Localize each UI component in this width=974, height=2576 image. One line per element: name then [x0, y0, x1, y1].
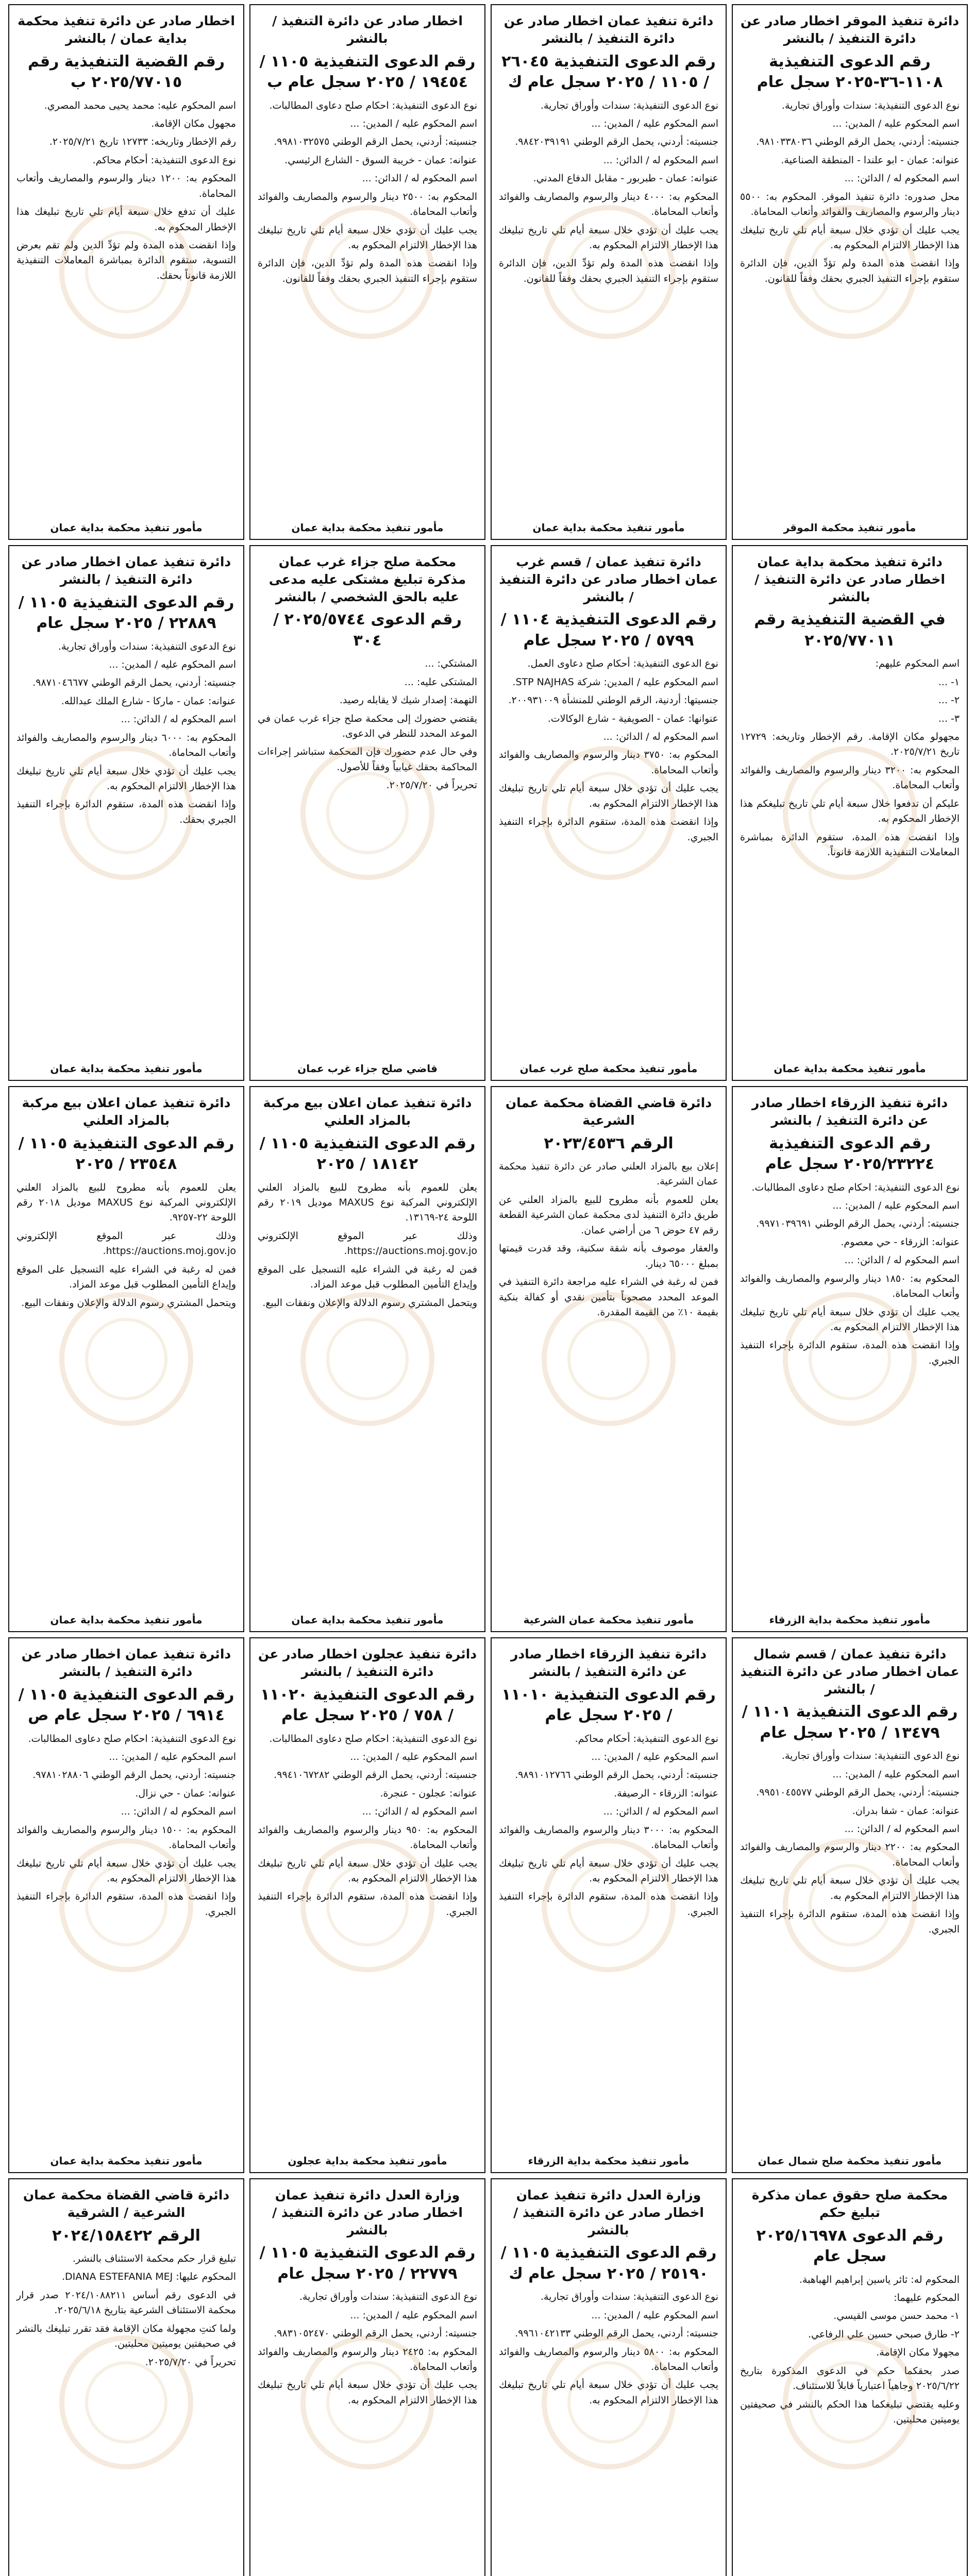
notice-signature: مأمور تنفيذ محكمة بداية عمان — [291, 521, 444, 534]
notice-case-number: رقم القضية التنفيذية رقم ٢٠٢٥/٧٧٠١٥ ب — [27, 52, 225, 91]
notice-paragraph: عليك أن تدفع خلال سبعة أيام تلي تاريخ تبليغك هذا الإخطار المحكوم به. — [16, 206, 236, 233]
notice-title: محكمة صلح جزاء غرب عمان مذكرة تبليغ مشتكى عليه مدعى عليه بالحق الشخصي / بالنشر — [268, 554, 466, 604]
notice-paragraph: إعلان بيع بالمزاد العلني صادر عن دائرة تنفيذ محكمة عمان الشرعية. — [499, 1161, 718, 1188]
notice-case-number: رقم الدعوى التنفيذية ١١٠٥ / ١٩٤٥٤ / ٢٠٢٥ سجل عام ب — [259, 52, 476, 91]
notice-paragraph: اسم المحكوم عليه / المدين: ... — [350, 117, 477, 129]
notice-paragraph: يعلن للعموم بأنه مطروح للبيع بالمزاد العلني الإلكتروني المركبة نوع MAXUS موديل ٢٠١٩ رقم اللوحة ٢٤-١٣١٦٩. — [258, 1181, 477, 1224]
newspaper-legal-notices-page — [6, 4, 968, 2576]
notice-paragraph: اسم المحكوم له / الدائن: ... — [844, 173, 960, 184]
notice-paragraph: فمن له رغبة في الشراء عليه التسجيل على الموقع وإيداع التأمين المطلوب قبل موعد المزاد. — [258, 1263, 477, 1291]
notice-title: اخطار صادر عن دائرة التنفيذ / بالنشر — [272, 13, 463, 46]
notice-paragraph: نوع الدعوى التنفيذية: سندات وأوراق تجارية. — [540, 99, 718, 111]
notice-paragraph: يقتضي حضورك إلى محكمة صلح جزاء غرب عمان في الموعد المحدد للنظر في الدعوى. — [258, 713, 477, 739]
notice-paragraph: ١- محمد حسن موسى القيسي. — [833, 2310, 960, 2322]
notice-paragraph: اسم المحكوم عليه / المدين: ... — [109, 1751, 236, 1762]
notice-paragraph: اسم المحكوم عليه / المدين: ... — [832, 117, 960, 129]
notice-body — [258, 656, 477, 1058]
notice-paragraph: المحكوم به: ٣٠٠٠ دينار والرسوم والمصاريف والفوائد وأتعاب المحاماة. — [499, 1824, 718, 1851]
notice-paragraph: يجب عليك أن تؤدي خلال سبعة أيام تلي تاريخ تبليغك هذا الإخطار الالتزام المحكوم به. — [499, 2379, 718, 2406]
notice-paragraph: نوع الدعوى التنفيذية: أحكام محاكم. — [575, 1733, 718, 1744]
notices-row-2 — [6, 545, 968, 1081]
notice-paragraph: جنسيته: أردني، يحمل الرقم الوطني ٩٩٦١٠٤٢١٣٣. — [515, 2328, 718, 2340]
notice-paragraph: المحكوم به: ١٨٥٠ دينار والرسوم والمصاريف والفوائد وأتعاب المحاماة. — [740, 1273, 960, 1300]
notice-title: دائرة تنفيذ الموقر اخطار صادر عن دائرة التنفيذ / بالنشر — [740, 13, 960, 46]
notice-paragraph: عنوانه: عمان - خريبة السوق - الشارع الرئيسي. — [284, 154, 477, 166]
notice-paragraph: وذلك عبر الموقع الإلكتروني https://auctions.moj.gov.jo. — [258, 1230, 477, 1257]
notices-row-4 — [6, 1637, 968, 2173]
legal-notice — [8, 1637, 244, 2173]
notice-case-number: رقم الدعوى التنفيذية ١١٠١٠ / ٢٠٢٥ سجل عام — [501, 1685, 716, 1724]
notice-paragraph: جنسيتها: أردنية، الرقم الوطني للمنشأة ٢٠٠٩٣١٠٠٩. — [508, 694, 718, 706]
notice-signature: مأمور تنفيذ محكمة بداية عمان — [291, 1614, 444, 1626]
notice-body — [740, 98, 960, 518]
notice-title: دائرة تنفيذ عمان اعلان بيع مركبة بالمزاد العلني — [22, 1095, 231, 1128]
notice-paragraph: نوع الدعوى التنفيذية: سندات وأوراق تجارية. — [781, 1750, 960, 1762]
notice-case-number: رقم الدعوى ٢٠٢٥/٥٧٤٤ / ٣٠٤ — [273, 611, 462, 650]
notice-title: دائرة تنفيذ عمان اخطار صادر عن دائرة التنفيذ / بالنشر — [21, 1647, 231, 1679]
notices-row-3 — [6, 1086, 968, 1632]
notice-paragraph: وإذا انقضت هذه المدة، ستقوم الدائرة بإجراء التنفيذ الجبري. — [499, 1891, 718, 1918]
legal-notice — [8, 2178, 244, 2576]
notice-paragraph: وإذا انقضت هذه المدة، ستقوم الدائرة بإجراء التنفيذ الجبري بحقك. — [16, 799, 236, 825]
notice-body — [740, 2273, 960, 2576]
notice-paragraph: يجب عليك أن تؤدي خلال سبعة أيام تلي تاريخ تبليغك هذا الإخطار الالتزام المحكوم به. — [258, 224, 477, 251]
notice-paragraph: ٣- ... — [938, 713, 960, 724]
notice-paragraph: اسم المحكوم عليه / المدين: ... — [350, 2309, 477, 2321]
legal-notice — [491, 4, 727, 540]
notice-paragraph: وفي حال عدم حضورك فإن المحكمة ستباشر إجراءات المحاكمة بحقك غيابياً وفقاً للأصول. — [258, 746, 477, 773]
notice-paragraph: يجب عليك أن تؤدي خلال سبعة أيام تلي تاريخ تبليغك هذا الإخطار الالتزام المحكوم به. — [740, 1306, 960, 1333]
notice-paragraph: اسم المحكوم عليه / المدين: ... — [591, 2309, 718, 2321]
notice-paragraph: يجب عليك أن تؤدي خلال سبعة أيام تلي تاريخ تبليغك هذا الإخطار الالتزام المحكوم به. — [499, 224, 718, 251]
notice-paragraph: اسم المحكوم له / الدائن: ... — [121, 1806, 236, 1818]
notice-body — [740, 656, 960, 1058]
notice-signature: مأمور تنفيذ محكمة بداية عمان — [532, 521, 685, 534]
notice-case-number: رقم الدعوى التنفيذية ١١٠٥ / ٢٥١٩٠ / ٢٠٢٥ سجل عام ك — [500, 2244, 717, 2283]
notice-case-number: رقم الدعوى التنفيذية ١١٠١ / ١٣٤٧٩ / ٢٠٢٥ سجل عام — [742, 1703, 958, 1742]
notice-title: محكمة صلح حقوق عمان مذكرة تبليغ حكم — [751, 2188, 948, 2220]
notice-title: وزارة العدل دائرة تنفيذ عمان اخطار صادر عن دائرة التنفيذ / بالنشر — [513, 2188, 704, 2238]
notice-paragraph: مجهولا مكان الإقامة. — [876, 2347, 960, 2359]
notice-title: دائرة تنفيذ عمان / قسم غرب عمان اخطار صادر عن دائرة التنفيذ / بالنشر — [499, 554, 718, 604]
notice-paragraph: جنسيته: أردني، يحمل الرقم الوطني ٩٩٨١٠٣٢٥٧٥. — [274, 136, 477, 148]
notice-paragraph: نوع الدعوى التنفيذية: سندات وأوراق تجارية. — [540, 2291, 718, 2303]
notice-paragraph: اسم المحكوم عليه / المدين: ... — [109, 658, 236, 670]
notice-paragraph: يجب عليك أن تؤدي خلال سبعة أيام تلي تاريخ تبليغك هذا الإخطار الالتزام المحكوم به. — [740, 1875, 960, 1902]
notice-title: دائرة تنفيذ الزرقاء اخطار صادر عن دائرة التنفيذ / بالنشر — [510, 1647, 707, 1679]
notice-signature: قاضي صلح جزاء غرب عمان — [297, 1062, 438, 1075]
notice-paragraph: المحكوم به: ٦٠٠٠ دينار والرسوم والمصاريف والفوائد وأتعاب المحاماة. — [16, 732, 236, 759]
notice-paragraph: المشتكي: ... — [425, 658, 477, 670]
notice-body — [258, 2290, 477, 2576]
legal-notice — [732, 1086, 968, 1632]
notice-paragraph: نوع الدعوى التنفيذية: سندات وأوراق تجارية. — [781, 99, 960, 111]
notice-paragraph: جنسيته: أردني، يحمل الرقم الوطني ٩٨٧١٠٤٦٦٧٧. — [32, 677, 236, 689]
notice-paragraph: اسم المحكوم له / الدائن: ... — [844, 1823, 960, 1835]
notice-paragraph: تحريراً في ٢٠٢٥/٧/٢٠. — [145, 2356, 236, 2368]
notice-body — [16, 1180, 236, 1610]
notice-paragraph: في الدعوى رقم أساس ٢٠٢٤/١٠٨٨٢١١ صدر قرار محكمة الاستئناف الشرعية بتاريخ ٢٠٢٥/٦/١٨. — [16, 2289, 236, 2316]
notice-paragraph: وإذا انقضت هذه المدة، ستقوم الدائرة بإجراء التنفيذ الجبري. — [740, 1340, 960, 1366]
notice-body — [258, 1180, 477, 1610]
notice-signature: مأمور تنفيذ محكمة بداية عمان — [50, 1614, 203, 1626]
notice-paragraph: اسم المحكوم عليه / المدين: ... — [832, 1199, 960, 1211]
notice-paragraph: تبليغ قرار حكم محكمة الاستئناف بالنشر. — [72, 2253, 236, 2264]
notice-paragraph: عنوانه: الزرقاء - حي معصوم. — [841, 1236, 960, 1248]
notice-paragraph: جنسيته: أردني، يحمل الرقم الوطني ٩٨٤٢٠٣٩١٩١. — [515, 136, 718, 148]
notice-paragraph: يجب عليك أن تؤدي خلال سبعة أيام تلي تاريخ تبليغك هذا الإخطار الالتزام المحكوم به. — [740, 224, 960, 251]
notice-signature: مأمور تنفيذ محكمة عمان الشرعية — [523, 1614, 694, 1626]
notice-body — [258, 1732, 477, 2151]
notice-case-number: الرقم ٢٠٢٣/٤٥٣٦ — [544, 1134, 674, 1153]
notice-title: دائرة تنفيذ عمان اعلان بيع مركبة بالمزاد العلني — [263, 1095, 472, 1128]
notice-paragraph: عنوانه: عجلون - عنجرة. — [380, 1787, 477, 1799]
notice-paragraph: محل صدوره: دائرة تنفيذ الموقر. المحكوم به: ٥٥٠٠ دينار والرسوم والمصاريف والفوائد وأتعاب المحاماة. — [740, 191, 960, 218]
notice-paragraph: عنوانه: عمان - طبربور - مقابل الدفاع المدني. — [533, 173, 718, 184]
notice-paragraph: جنسيته: أردني، يحمل الرقم الوطني ٩٨١٠٣٣٨٠٣٦. — [756, 136, 960, 148]
notice-paragraph: المحكوم له: ثائر ياسين إبراهيم الهباهبة. — [799, 2274, 960, 2285]
notice-paragraph: يجب عليك أن تؤدي خلال سبعة أيام تلي تاريخ تبليغك هذا الإخطار الالتزام المحكوم به. — [16, 765, 236, 792]
notice-signature: مأمور تنفيذ محكمة بداية عمان — [774, 1062, 926, 1075]
notice-paragraph: عنوانه: عمان - حي نزال. — [135, 1787, 236, 1799]
notice-paragraph: نوع الدعوى التنفيذية: احكام صلح دعاوى المطالبات. — [269, 1733, 477, 1744]
notice-paragraph: رقم الإخطار وتاريخه: ١٢٧٣٣ تاريخ ٢٠٢٥/٧/٢١. — [49, 136, 236, 148]
legal-notice — [249, 1086, 485, 1632]
notice-paragraph: وإذا انقضت هذه المدة ولم تؤدِّ الدين، فإن الدائرة ستقوم بإجراء التنفيذ الجبري بحقك وفقاً للقانون. — [740, 258, 960, 284]
notice-paragraph: ١- ... — [938, 676, 960, 688]
legal-notice — [491, 1086, 727, 1632]
notice-title: دائرة تنفيذ عمان / قسم شمال عمان اخطار صادر عن دائرة التنفيذ / بالنشر — [740, 1647, 960, 1697]
notice-paragraph: وإذا انقضت هذه المدة، ستقوم الدائرة بإجراء التنفيذ الجبري. — [499, 816, 718, 843]
legal-notice — [732, 545, 968, 1081]
notice-paragraph: اسم المحكوم عليه / المدين: ... — [591, 117, 718, 129]
notice-signature: مأمور تنفيذ محكمة صلح شمال عمان — [758, 2155, 942, 2167]
notice-paragraph: المحكوم عليها: DIANA ESTEFANIA MEJ. — [61, 2271, 236, 2283]
legal-notice — [249, 4, 485, 540]
notice-title: دائرة تنفيذ الزرقاء اخطار صادر عن دائرة التنفيذ / بالنشر — [751, 1095, 948, 1128]
notice-body — [16, 2251, 236, 2576]
notice-paragraph: مجهول مكان الإقامة. — [151, 117, 236, 129]
notice-paragraph: اسم المحكوم له / الدائن: ... — [121, 714, 236, 725]
notice-paragraph: عنوانه: الزرقاء - الرصيفة. — [614, 1787, 718, 1799]
legal-notice — [249, 2178, 485, 2576]
notice-case-number: رقم الدعوى التنفيذية ١١٠٥ / ١٨١٤٢ / ٢٠٢٥ — [259, 1134, 476, 1173]
notice-paragraph: صدر بحقكما حكم في الدعوى المذكورة بتاريخ ٢٠٢٥/٦/٢٢ وجاهياً اعتبارياً قابلاً للاستئناف. — [740, 2365, 960, 2392]
notice-signature: مأمور تنفيذ محكمة بداية عمان — [50, 521, 203, 534]
notice-paragraph: جنسيته: أردني، يحمل الرقم الوطني ٩٩٧١٠٣٩٦٩١. — [756, 1218, 960, 1230]
notice-paragraph: المحكوم به: ٢٤٢٥ دينار والرسوم والمصاريف والفوائد وأتعاب المحاماة. — [258, 2346, 477, 2372]
notice-paragraph: يجب عليك أن تؤدي خلال سبعة أيام تلي تاريخ تبليغك هذا الإخطار الالتزام المحكوم به. — [258, 1857, 477, 1884]
notice-paragraph: المحكوم به: ٢٥٠٠ دينار والرسوم والمصاريف والفوائد وأتعاب المحاماة. — [258, 191, 477, 218]
notice-signature: مأمور تنفيذ محكمة بداية عمان — [50, 1062, 203, 1075]
notice-paragraph: يعلن للعموم بأنه مطروح للبيع بالمزاد العلني الإلكتروني المركبة نوع MAXUS موديل ٢٠١٨ رقم اللوحة ٢٢-٩٢٥٧. — [16, 1181, 236, 1224]
notice-body — [499, 1159, 718, 1609]
notice-case-number: رقم الدعوى التنفيذية ١١٠٤ / ٥٧٩٩ / ٢٠٢٥ سجل عام — [500, 611, 717, 650]
notice-paragraph: يجب عليك أن تؤدي خلال سبعة أيام تلي تاريخ تبليغك هذا الإخطار الالتزام المحكوم به. — [499, 1857, 718, 1884]
notice-paragraph: جنسيته: أردني، يحمل الرقم الوطني ٩٩٤١٠٦٧٢٨٢. — [274, 1769, 477, 1781]
notice-body — [16, 1732, 236, 2151]
notice-paragraph: اسم المحكوم عليه / المدين: ... — [350, 1751, 477, 1762]
notice-case-number: رقم الدعوى التنفيذية ١١٠٢٠ / ٧٥٨ / ٢٠٢٥ سجل عام — [260, 1685, 475, 1724]
notice-paragraph: ٢- طارق صبحي حسين علي الرفاعي. — [808, 2328, 960, 2340]
notice-body — [740, 1749, 960, 2150]
notice-case-number: رقم الدعوى ٢٠٢٥/١٦٩٧٨ سجل عام — [756, 2226, 944, 2265]
notice-case-number: رقم الدعوى التنفيذية ١١٠٨-٣٦-٢٠٢٥ سجل عام — [757, 52, 943, 91]
notice-paragraph: وإذا انقضت هذه المدة، ستقوم الدائرة بمباشرة المعاملات التنفيذية اللازمة قانوناً. — [740, 831, 960, 858]
notice-title: دائرة تنفيذ عمان اخطار صادر عن دائرة التنفيذ / بالنشر — [21, 554, 231, 587]
notice-case-number: رقم الدعوى التنفيذية ١١٠٥ / ٢٢٨٨٩ / ٢٠٢٥ سجل عام — [18, 593, 234, 632]
notice-paragraph: والعقار موصوف بأنه شقة سكنية، وقد قدرت قيمتها بمبلغ ٦٥٠٠٠ دينار. — [499, 1243, 718, 1269]
notice-paragraph: المحكوم عليهما: — [894, 2292, 960, 2303]
notice-signature: مأمور تنفيذ محكمة بداية الزرقاء — [769, 1614, 931, 1626]
notice-paragraph: عنوانها: عمان - الصويفية - شارع الوكالات. — [547, 713, 718, 724]
notice-body — [499, 656, 718, 1058]
notice-paragraph: جنسيته: أردني، يحمل الرقم الوطني ٩٧٨١٠٢٨٨٠٦. — [32, 1769, 236, 1781]
notice-paragraph: وذلك عبر الموقع الإلكتروني https://auctions.moj.gov.jo. — [16, 1230, 236, 1257]
notice-case-number: رقم الدعوى التنفيذية ٢٠٢٥/٢٣٢٢٤ سجل عام — [765, 1134, 935, 1173]
notice-paragraph: جنسيته: أردني، يحمل الرقم الوطني ٩٨٩١٠١٢٧٦٦. — [515, 1769, 718, 1781]
notice-paragraph: ولما كنتِ مجهولة مكان الإقامة فقد تقرر تبليغك بالنشر في صحيفتين يوميتين محليتين. — [16, 2323, 236, 2350]
notice-paragraph: وإذا انقضت هذه المدة، ستقوم الدائرة بإجراء التنفيذ الجبري. — [16, 1891, 236, 1918]
notice-paragraph: وإذا انقضت هذه المدة ولم تؤدِّ الدين، فإن الدائرة ستقوم بإجراء التنفيذ الجبري بحقك وفقاً للقانون. — [258, 258, 477, 284]
notice-paragraph: نوع الدعوى التنفيذية: احكام صلح دعاوى المطالبات. — [751, 1181, 960, 1193]
notice-paragraph: اسم المحكوم له / الدائن: ... — [362, 1806, 477, 1818]
notice-case-number: رقم الدعوى التنفيذية ١١٠٥ / ٢٣٥٤٨ / ٢٠٢٥ — [18, 1134, 234, 1173]
notice-paragraph: المحكوم به: ٣٧٥٠ دينار والرسوم والمصاريف والفوائد وأتعاب المحاماة. — [499, 749, 718, 776]
notice-paragraph: وإذا انقضت هذه المدة، ستقوم الدائرة بإجراء التنفيذ الجبري. — [740, 1908, 960, 1935]
legal-notice — [491, 545, 727, 1081]
notice-paragraph: عنوانه: عمان - ماركا - شارع الملك عبدالله. — [61, 695, 236, 707]
notice-signature: مأمور تنفيذ محكمة بداية الزرقاء — [528, 2155, 690, 2167]
notice-case-number: رقم الدعوى التنفيذية ٢٦٠٤٥ / ١١٠٥ / ٢٠٢٥ سجل عام ك — [501, 52, 716, 91]
notice-paragraph: يجب عليك أن تؤدي خلال سبعة أيام تلي تاريخ تبليغك هذا الإخطار الالتزام المحكوم به. — [258, 2379, 477, 2406]
notice-paragraph: عنوانه: عمان - ابو علندا - المنطقة الصناعية. — [781, 154, 960, 166]
notice-paragraph: اسم المحكوم عليه: محمد يحيى محمد المصري. — [44, 99, 236, 111]
legal-notice — [8, 4, 244, 540]
notice-paragraph: نوع الدعوى التنفيذية: أحكام محاكم. — [92, 154, 236, 166]
notice-paragraph: المحكوم به: ٢٢٠٠ دينار والرسوم والمصاريف والفوائد وأتعاب المحاماة. — [740, 1841, 960, 1868]
notice-paragraph: وإذا انقضت هذه المدة ولم تؤدِّ الدين، فإن الدائرة ستقوم بإجراء التنفيذ الجبري بحقك وفقاً للقانون. — [499, 258, 718, 284]
notice-title: اخطار صادر عن دائرة تنفيذ محكمة بداية عمان / بالنشر — [18, 13, 235, 46]
notice-title: دائرة تنفيذ عمان اخطار صادر عن دائرة التنفيذ / بالنشر — [503, 13, 714, 46]
notice-paragraph: مجهولو مكان الإقامة. رقم الإخطار وتاريخه: ١٢٧٢٩ تاريخ ٢٠٢٥/٧/٢١. — [740, 731, 960, 758]
notice-body — [258, 98, 477, 518]
notice-body — [740, 1180, 960, 1610]
legal-notice — [249, 1637, 485, 2173]
notice-title: دائرة تنفيذ محكمة بداية عمان اخطار صادر عن دائرة التنفيذ / بالنشر — [754, 554, 945, 604]
notices-row-1 — [6, 4, 968, 540]
notice-paragraph: اسم المحكوم عليه / المدين: شركة STP NAJHAS. — [512, 676, 718, 688]
notice-paragraph: ويتحمل المشتري رسوم الدلالة والإعلان ونفقات البيع. — [262, 1297, 477, 1309]
notice-body — [499, 98, 718, 518]
notice-case-number: رقم الدعوى التنفيذية ١١٠٥ / ٦٩١٤ / ٢٠٢٥ سجل عام ص — [18, 1685, 234, 1724]
notice-paragraph: اسم المحكوم له / الدائن: ... — [844, 1255, 960, 1266]
notice-body — [499, 1732, 718, 2151]
notice-paragraph: جنسيته: أردني، يحمل الرقم الوطني ٩٨٣١٠٥٢٤٧٠. — [274, 2328, 477, 2340]
legal-notice — [732, 4, 968, 540]
notice-title: دائرة قاضي القضاة محكمة عمان الشرعية — [505, 1095, 712, 1128]
notice-paragraph: المحكوم به: ١٢٠٠ دينار والرسوم والمصاريف وأتعاب المحاماة. — [16, 173, 237, 199]
notice-paragraph: فمن له رغبة في الشراء عليه مراجعة دائرة التنفيذ في الموعد المحدد مصحوباً بتأمين نقدي أو كفالة بنكية بقيمة ١٠٪ من القيمة المقدرة. — [499, 1276, 718, 1318]
notice-paragraph: عنوانه: عمان - شفا بدران. — [852, 1805, 960, 1817]
notice-paragraph: فمن له رغبة في الشراء عليه التسجيل على الموقع وإيداع التأمين المطلوب قبل موعد المزاد. — [16, 1263, 236, 1291]
notice-paragraph: نوع الدعوى التنفيذية: أحكام صلح دعاوى العمل. — [527, 658, 718, 670]
legal-notice — [491, 1637, 727, 2173]
notice-signature: مأمور تنفيذ محكمة بداية عمان — [50, 2155, 203, 2167]
notice-case-number: رقم الدعوى التنفيذية ١١٠٥ / ٢٢٧٧٩ / ٢٠٢٥ سجل عام — [259, 2244, 476, 2283]
notice-paragraph: المشتكى عليه: ... — [404, 676, 477, 688]
notice-body — [16, 639, 236, 1059]
legal-notice — [732, 1637, 968, 2173]
legal-notice — [732, 2178, 968, 2576]
notice-case-number: الرقم ٢٠٢٤/١٥٨٤٢٢ — [52, 2226, 200, 2245]
notice-paragraph: اسم المحكوم له / الدائن: ... — [603, 154, 718, 166]
notice-paragraph: تحريراً في ٢٠٢٥/٧/٢٠. — [386, 779, 477, 791]
notice-paragraph: نوع الدعوى التنفيذية: سندات وأوراق تجارية. — [58, 640, 236, 652]
notice-paragraph: اسم المحكوم له / الدائن: ... — [603, 731, 718, 742]
legal-notice — [8, 1086, 244, 1632]
notice-paragraph: يجب عليك أن تؤدي خلال سبعة أيام تلي تاريخ تبليغك هذا الإخطار الالتزام المحكوم به. — [499, 783, 718, 809]
notices-row-5 — [6, 2178, 968, 2576]
notice-paragraph: اسم المحكوم له / الدائن: ... — [603, 1806, 718, 1818]
notice-paragraph: يعلن للعموم بأنه مطروح للبيع بالمزاد العلني عن طريق دائرة التنفيذ لدى محكمة عمان الشرعية القطعة رقم ٤٧ حوض ٦ من أراضي عمان. — [499, 1194, 718, 1236]
notice-paragraph: نوع الدعوى التنفيذية: احكام صلح دعاوى المطالبات. — [269, 99, 477, 111]
notice-body — [16, 98, 236, 518]
notice-paragraph: المحكوم به: ٩٥٠ دينار والرسوم والمصاريف والفوائد وأتعاب المحاماة. — [258, 1824, 478, 1851]
notice-paragraph: ٢- ... — [938, 694, 960, 706]
legal-notice — [8, 545, 244, 1081]
notice-paragraph: وإذا انقضت هذه المدة، ستقوم الدائرة بإجراء التنفيذ الجبري. — [258, 1891, 477, 1918]
notice-paragraph: ويتحمل المشتري رسوم الدلالة والإعلان ونفقات البيع. — [21, 1297, 236, 1309]
notice-paragraph: نوع الدعوى التنفيذية: احكام صلح دعاوى المطالبات. — [28, 1733, 236, 1744]
notice-signature: مأمور تنفيذ محكمة بداية عجلون — [288, 2155, 447, 2167]
notice-paragraph: جنسيته: أردني، يحمل الرقم الوطني ٩٩٥١٠٤٥٥٧٧. — [756, 1787, 960, 1799]
notice-paragraph: المحكوم به: ٥٨٠٠ دينار والرسوم والمصاريف والفوائد وأتعاب المحاماة. — [499, 2346, 718, 2372]
notice-paragraph: اسم المحكوم له / الدائن: ... — [362, 173, 477, 184]
notice-paragraph: نوع الدعوى التنفيذية: سندات وأوراق تجارية. — [299, 2291, 477, 2303]
notice-paragraph: عليكم أن تدفعوا خلال سبعة أيام تلي تاريخ تبليغكم هذا الإخطار المحكوم به. — [740, 798, 960, 825]
notice-paragraph: اسم المحكوم عليهم: — [875, 658, 960, 670]
notice-signature: مأمور تنفيذ محكمة الموقر — [783, 521, 916, 534]
notice-paragraph: اسم المحكوم عليه / المدين: ... — [591, 1751, 718, 1762]
notice-paragraph: التهمة: إصدار شيك لا يقابله رصيد. — [339, 694, 477, 706]
notice-body — [499, 2290, 718, 2576]
notice-paragraph: يجب عليك أن تؤدي خلال سبعة أيام تلي تاريخ تبليغك هذا الإخطار الالتزام المحكوم به. — [16, 1857, 236, 1884]
notice-title: دائرة قاضي القضاة محكمة عمان الشرعية / الشرقية — [23, 2188, 230, 2220]
notice-case-number: في القضية التنفيذية رقم ٢٠٢٥/٧٧٠١١ — [754, 611, 946, 650]
notice-paragraph: وعليه يقتضي تبليغكما هذا الحكم بالنشر في صحيفتين يوميتين محليتين. — [740, 2398, 960, 2425]
notice-paragraph: وإذا انقضت هذه المدة ولم تؤدِّ الدين ولم تقم بعرض التسوية، ستقوم الدائرة بمباشرة المعاملات التنفيذية اللازمة قانوناً بحقك. — [16, 240, 236, 281]
notice-paragraph: المحكوم به: ٣٢٠٠ دينار والرسوم والمصاريف والفوائد وأتعاب المحاماة. — [740, 764, 960, 791]
legal-notice — [249, 545, 485, 1081]
notice-signature: مأمور تنفيذ محكمة صلح غرب عمان — [519, 1062, 698, 1075]
notice-paragraph: اسم المحكوم عليه / المدين: ... — [832, 1768, 960, 1780]
legal-notice — [491, 2178, 727, 2576]
notice-paragraph: المحكوم به: ٤٠٠٠ دينار والرسوم والمصاريف والفوائد وأتعاب المحاماة. — [499, 191, 718, 218]
notice-paragraph: المحكوم به: ١٥٠٠ دينار والرسوم والمصاريف والفوائد وأتعاب المحاماة. — [16, 1824, 236, 1851]
notice-title: دائرة تنفيذ عجلون اخطار صادر عن دائرة التنفيذ / بالنشر — [258, 1647, 477, 1679]
notice-title: وزارة العدل دائرة تنفيذ عمان اخطار صادر عن دائرة التنفيذ / بالنشر — [272, 2188, 463, 2238]
